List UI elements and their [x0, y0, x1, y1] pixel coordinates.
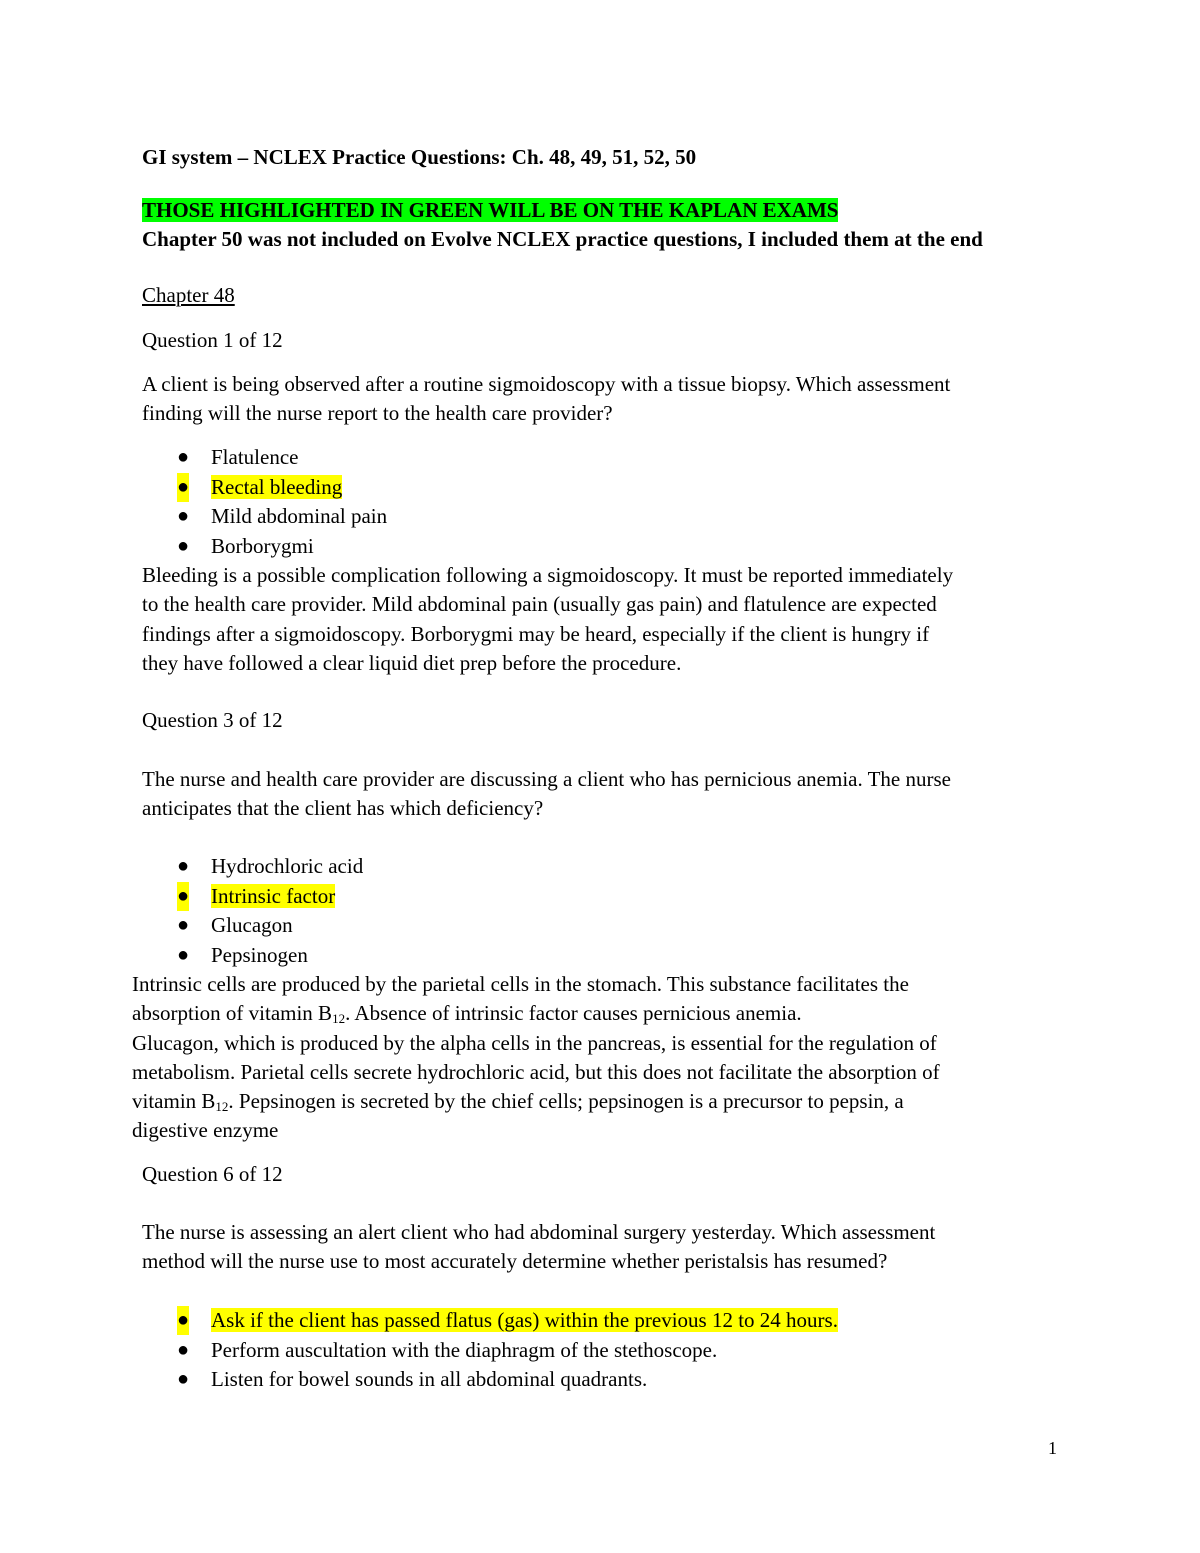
bullet-icon: ●	[177, 505, 190, 527]
page-title: GI system – NCLEX Practice Questions: Ch. 48, 49, 51, 52, 50	[142, 145, 697, 169]
rationale-line: findings after a sigmoidoscopy. Borborygmi may be heard, especially if the client is hungry if	[142, 621, 930, 646]
option-text: Listen for bowel sounds in all abdominal quadrants.	[211, 1367, 648, 1391]
list-item	[142, 473, 387, 503]
question-1-label: Question 1 of 12	[142, 328, 283, 352]
rationale-line: digestive enzyme	[132, 1118, 279, 1143]
option-text: Perform auscultation with the diaphragm of the stethoscope.	[211, 1337, 718, 1362]
bullet-icon: ●	[177, 855, 190, 877]
chapter-heading: Chapter 48	[142, 283, 235, 307]
list-item	[142, 443, 387, 473]
question-6-label: Question 6 of 12	[142, 1162, 283, 1186]
bullet-icon: ●	[177, 1306, 189, 1335]
question-3-rationale	[132, 970, 940, 1146]
rationale-line: to the health care provider. Mild abdominal pain (usually gas pain) and flatulence are expected	[142, 592, 937, 617]
rationale-text: vitamin B	[132, 1089, 216, 1114]
rationale-line: they have followed a clear liquid diet prep before the procedure.	[142, 650, 682, 675]
correct-option-text: Intrinsic factor	[211, 883, 336, 908]
bullet-icon: ●	[177, 943, 190, 966]
question-3-options	[142, 852, 363, 970]
list-item	[142, 1336, 838, 1366]
page-number: 1	[1048, 1438, 1057, 1458]
option-text: Glucagon	[211, 913, 293, 937]
question-6-stem	[142, 1218, 935, 1277]
list-item	[142, 941, 363, 971]
question-6-options	[142, 1306, 838, 1395]
rationale-text: . Absence of intrinsic factor causes pernicious anemia.	[345, 1001, 802, 1026]
bullet-icon: ●	[177, 473, 189, 502]
bullet-icon: ●	[177, 882, 189, 911]
correct-option-text: Rectal bleeding	[211, 474, 343, 499]
list-item	[142, 1306, 838, 1336]
rationale-line: Bleeding is a possible complication following a sigmoidoscopy. It must be reported immediately	[142, 563, 954, 587]
option-text: Flatulence	[211, 445, 299, 469]
bullet-icon: ●	[177, 534, 190, 557]
rationale-line	[132, 999, 940, 1028]
bullet-icon: ●	[177, 1368, 190, 1390]
list-item	[142, 532, 387, 562]
question-3-stem-line: The nurse and health care provider are discussing a client who has pernicious anemia. The nurse	[142, 767, 951, 791]
correct-option-text: Ask if the client has passed flatus (gas) within the previous 12 to 24 hours.	[211, 1308, 838, 1332]
question-6-stem-line: The nurse is assessing an alert client who had abdominal surgery yesterday. Which assessment	[142, 1220, 936, 1244]
subscript: 12	[332, 1011, 346, 1027]
chapter50-notice: Chapter 50 was not included on Evolve NCLEX practice questions, I included them at the end	[142, 227, 983, 251]
rationale-text: . Pepsinogen is secreted by the chief cells; pepsinogen is a precursor to pepsin, a	[228, 1089, 904, 1114]
list-item	[142, 1365, 838, 1395]
question-1-stem	[142, 370, 950, 429]
rationale-text: absorption of vitamin B	[132, 1001, 333, 1026]
question-1-options	[142, 443, 387, 561]
rationale-line: Intrinsic cells are produced by the parietal cells in the stomach. This substance facilitates the	[132, 972, 909, 996]
question-3-stem-line: anticipates that the client has which deficiency?	[142, 796, 544, 821]
list-item	[142, 882, 363, 912]
question-1-stem-line: A client is being observed after a routine sigmoidoscopy with a tissue biopsy. Which assessment	[142, 372, 951, 396]
rationale-line	[132, 1087, 940, 1116]
rationale-line: metabolism. Parietal cells secrete hydrochloric acid, but this does not facilitate the absorption of	[132, 1059, 940, 1084]
list-item	[142, 852, 363, 882]
list-item	[142, 502, 387, 532]
question-6-stem-line: method will the nurse use to most accurately determine whether peristalsis has resumed?	[142, 1249, 888, 1274]
question-1-rationale	[142, 561, 953, 678]
option-text: Mild abdominal pain	[211, 504, 388, 528]
green-notice	[142, 196, 838, 225]
bullet-icon: ●	[177, 1338, 190, 1361]
green-notice-text: THOSE HIGHLIGHTED IN GREEN WILL BE ON THE KAPLAN EXAMS	[142, 198, 839, 222]
subscript: 12	[215, 1099, 229, 1115]
question-3-label: Question 3 of 12	[142, 708, 283, 732]
question-3-stem	[142, 765, 951, 824]
option-text: Pepsinogen	[211, 942, 308, 967]
list-item	[142, 911, 363, 941]
bullet-icon: ●	[177, 914, 190, 936]
option-text: Borborygmi	[211, 533, 314, 558]
bullet-icon: ●	[177, 446, 190, 468]
rationale-line: Glucagon, which is produced by the alpha cells in the pancreas, is essential for the regulation of	[132, 1030, 937, 1055]
option-text: Hydrochloric acid	[211, 854, 364, 878]
question-1-stem-line: finding will the nurse report to the health care provider?	[142, 401, 613, 426]
